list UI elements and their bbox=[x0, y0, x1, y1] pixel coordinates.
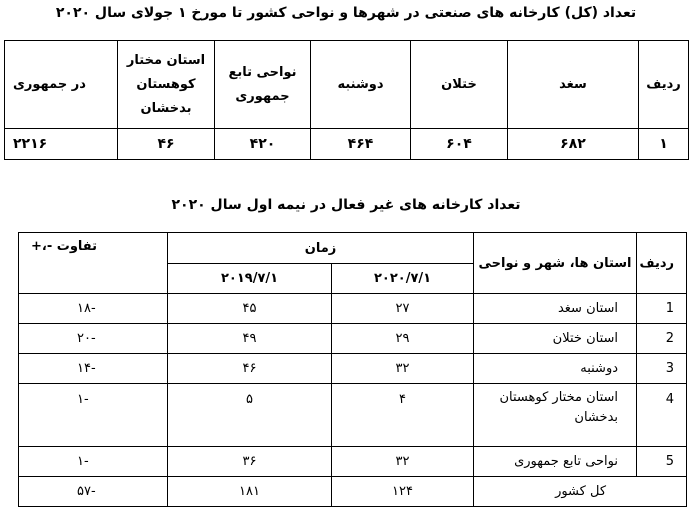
difference-value: -۱۴ bbox=[19, 354, 168, 384]
cell-total: ۲۲۱۶ bbox=[5, 129, 118, 160]
value-2019: ۴۶ bbox=[168, 354, 332, 384]
total-2019: ۱۸۱ bbox=[168, 477, 332, 507]
cell-sughd: ۶۸۲ bbox=[508, 129, 639, 160]
total-label: کل کشور bbox=[474, 477, 687, 507]
cell-rrs: ۴۲۰ bbox=[215, 129, 311, 160]
difference-value: -۱ bbox=[19, 447, 168, 477]
header-row-number: ردیف bbox=[639, 41, 689, 129]
header-total: در جمهوری bbox=[5, 41, 118, 129]
header-sughd: سغد bbox=[508, 41, 639, 129]
row-number: 2 bbox=[637, 324, 687, 354]
cell-khatlon: ۶۰۴ bbox=[411, 129, 508, 160]
table2-title: تعداد کارخانه های غیر فعال در نیمه اول سال ۲۰۲۰ bbox=[171, 197, 521, 213]
table-row bbox=[19, 294, 687, 324]
header-dushanbe: دوشنبه bbox=[311, 41, 411, 129]
region-name: استان سغد bbox=[474, 294, 637, 324]
header-time: زمان bbox=[168, 233, 474, 264]
row-number: 4 bbox=[637, 384, 687, 447]
header-date-2020: ۲۰۲۰/۷/۱ bbox=[332, 264, 474, 294]
cell-row-number: ۱ bbox=[639, 129, 689, 160]
region-name: نواحی تابع جمهوری bbox=[474, 447, 637, 477]
inactive-factories-table bbox=[18, 232, 687, 507]
header-region: استان ها، شهر و نواحی bbox=[474, 233, 637, 294]
value-2019: ۴۹ bbox=[168, 324, 332, 354]
cell-dushanbe: ۴۶۴ bbox=[311, 129, 411, 160]
value-2019: ۵ bbox=[168, 384, 332, 447]
header-row-number: ردیف bbox=[637, 233, 687, 294]
cell-gbao: ۴۶ bbox=[118, 129, 215, 160]
total-2020: ۱۲۴ bbox=[332, 477, 474, 507]
value-2020: ۳۲ bbox=[332, 447, 474, 477]
difference-value: -۲۰ bbox=[19, 324, 168, 354]
difference-value: -۱۸ bbox=[19, 294, 168, 324]
table-row bbox=[19, 447, 687, 477]
header-difference: تفاوت -،+ bbox=[19, 233, 168, 294]
table1-data-row bbox=[5, 129, 689, 160]
value-2020: ۳۲ bbox=[332, 354, 474, 384]
table1-header-row bbox=[5, 41, 689, 129]
row-number: 1 bbox=[637, 294, 687, 324]
factories-total-table bbox=[4, 40, 689, 160]
total-difference: -۵۷ bbox=[19, 477, 168, 507]
table-row bbox=[19, 354, 687, 384]
header-date-2019: ۲۰۱۹/۷/۱ bbox=[168, 264, 332, 294]
table-row bbox=[19, 324, 687, 354]
header-gbao: استان مختار کوهستان بدخشان bbox=[118, 41, 215, 129]
value-2020: ۲۹ bbox=[332, 324, 474, 354]
header-rrs: نواحی تابع جمهوری bbox=[215, 41, 311, 129]
table1-title: تعداد (کل) کارخانه های صنعتی در شهرها و نواحی کشور تا مورخ ۱ جولای سال ۲۰۲۰ bbox=[55, 5, 637, 21]
value-2019: ۳۶ bbox=[168, 447, 332, 477]
table-row bbox=[19, 384, 687, 447]
value-2019: ۴۵ bbox=[168, 294, 332, 324]
row-number: 5 bbox=[637, 447, 687, 477]
region-name: دوشنبه bbox=[474, 354, 637, 384]
header-khatlon: ختلان bbox=[411, 41, 508, 129]
value-2020: ۲۷ bbox=[332, 294, 474, 324]
value-2020: ۴ bbox=[332, 384, 474, 447]
region-name: استان ختلان bbox=[474, 324, 637, 354]
row-number: 3 bbox=[637, 354, 687, 384]
table-total-row bbox=[19, 477, 687, 507]
region-name: استان مختار کوهستان بدخشان bbox=[474, 384, 637, 447]
table2-header-row-1 bbox=[19, 233, 687, 264]
difference-value: -۱ bbox=[19, 384, 168, 447]
